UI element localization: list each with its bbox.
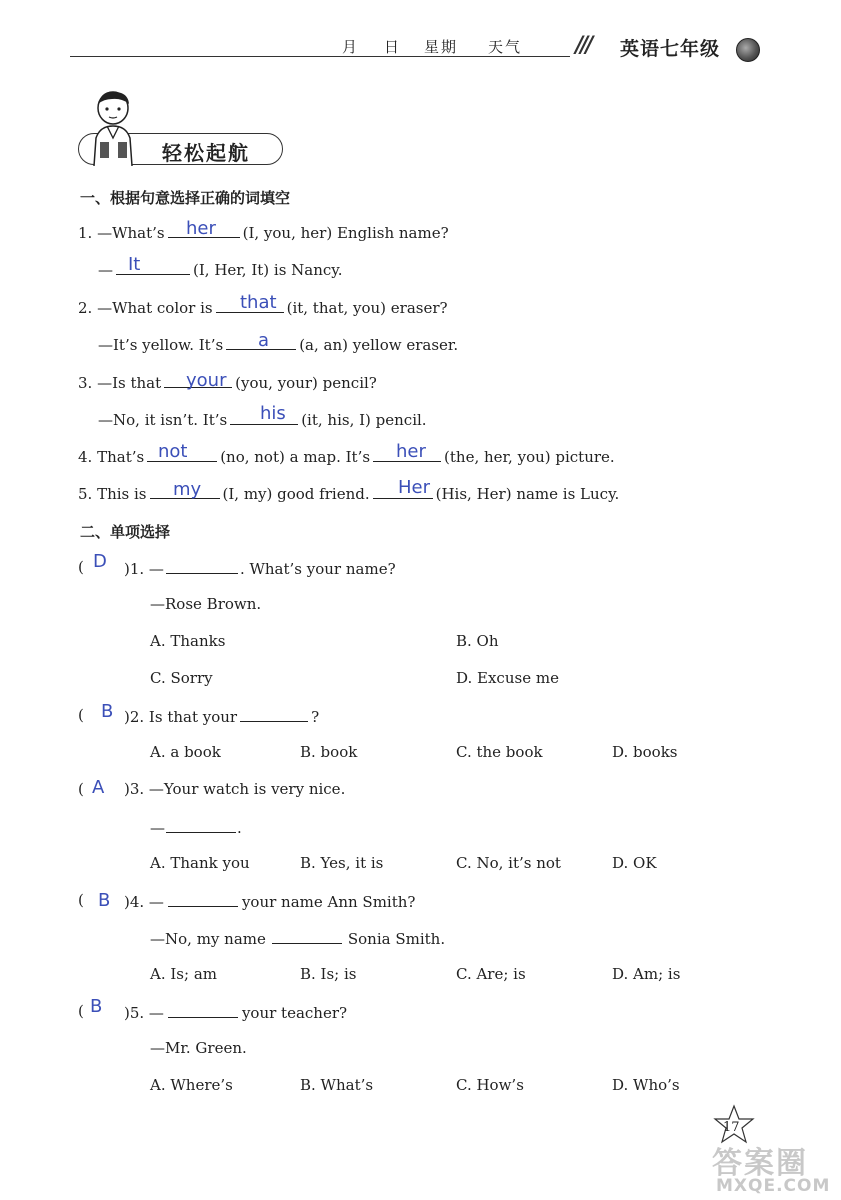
option: B. What’s	[300, 1076, 374, 1094]
option: B. book	[300, 743, 358, 761]
option: A. Thanks	[150, 632, 226, 650]
mc-reply-5: —Mr. Green.	[150, 1039, 247, 1057]
p1-line-3: 2. —What color is (it, that, you) eraser?	[78, 299, 448, 317]
answer-text: It	[128, 254, 141, 275]
answer-text: A	[92, 777, 105, 798]
answer-paren: (	[78, 780, 84, 798]
option: A. Thank you	[150, 854, 250, 872]
header-weekday: 星期	[424, 38, 459, 56]
answer-text: your	[186, 370, 227, 391]
book-ball-icon	[736, 38, 760, 62]
mc-question-2: )2. Is that your ?	[124, 708, 320, 726]
book-title: 英语七年级	[620, 38, 721, 60]
banner-title: 轻松起航	[162, 141, 250, 165]
p1-line-8: 5. This is (I, my) good friend. (His, Her) name is Lucy.	[78, 485, 620, 503]
answer-text: B	[101, 701, 114, 722]
answer-text: her	[186, 218, 216, 239]
answer-text: his	[260, 403, 286, 424]
answer-text: B	[98, 890, 111, 911]
option: A. Is; am	[150, 965, 217, 983]
answer-text: her	[396, 441, 426, 462]
option: D. OK	[612, 854, 657, 872]
watermark-url: MXQE.COM	[716, 1176, 831, 1196]
answer-paren: (	[78, 891, 84, 909]
option: D. books	[612, 743, 678, 761]
mc-question-1: )1. — . What’s your name?	[124, 560, 396, 578]
mc-reply-3: — .	[150, 819, 242, 837]
option: C. No, it’s not	[456, 854, 561, 872]
option: D. Excuse me	[456, 669, 559, 687]
option: A. a book	[150, 743, 221, 761]
mc-question-3: )3. —Your watch is very nice.	[124, 780, 346, 798]
page-number: 17	[723, 1120, 740, 1135]
p1-line-4: —It’s yellow. It’s (a, an) yellow eraser.	[98, 336, 459, 354]
answer-paren: (	[78, 706, 84, 724]
option: B. Oh	[456, 632, 499, 650]
answer-text: not	[158, 441, 188, 462]
answer-text: Her	[398, 477, 431, 498]
answer-paren: (	[78, 558, 84, 576]
header-slashes-icon: ///	[575, 32, 591, 58]
header-month: 月	[342, 38, 360, 56]
p1-line-7: 4. That’s (no, not) a map. It’s (the, her, you) picture.	[78, 448, 615, 466]
answer-text: D	[93, 551, 107, 572]
option: C. the book	[456, 743, 543, 761]
answer-text: a	[258, 330, 270, 351]
option: A. Where’s	[150, 1076, 233, 1094]
p1-line-6: —No, it isn’t. It’s (it, his, I) pencil.	[98, 411, 427, 429]
boy-illustration-icon	[82, 88, 144, 168]
answer-text: my	[173, 479, 202, 500]
p1-line-2: — (I, Her, It) is Nancy.	[98, 261, 343, 279]
answer-text: that	[240, 292, 277, 313]
option: B. Yes, it is	[300, 854, 384, 872]
option: C. Are; is	[456, 965, 526, 983]
mc-question-5: )5. — your teacher?	[124, 1004, 348, 1022]
mc-reply-1: —Rose Brown.	[150, 595, 262, 613]
answer-text: B	[90, 996, 103, 1017]
option: D. Am; is	[612, 965, 681, 983]
option: C. How’s	[456, 1076, 524, 1094]
p1-line-1: 1. —What’s (I, you, her) English name?	[78, 224, 449, 242]
mc-question-4: )4. — your name Ann Smith?	[124, 893, 416, 911]
option: B. Is; is	[300, 965, 357, 983]
answer-paren: (	[78, 1002, 84, 1020]
p1-line-5: 3. —Is that (you, your) pencil?	[78, 374, 377, 392]
header-weather: 天气	[488, 38, 523, 56]
option: D. Who’s	[612, 1076, 680, 1094]
watermark-logo: 答案圈	[712, 1146, 808, 1181]
part2-title: 二、单项选择	[80, 523, 171, 541]
mc-reply-4: —No, my name Sonia Smith.	[150, 930, 446, 948]
option: C. Sorry	[150, 669, 213, 687]
part1-title: 一、根据句意选择正确的词填空	[80, 189, 291, 207]
header-day: 日	[384, 38, 402, 56]
